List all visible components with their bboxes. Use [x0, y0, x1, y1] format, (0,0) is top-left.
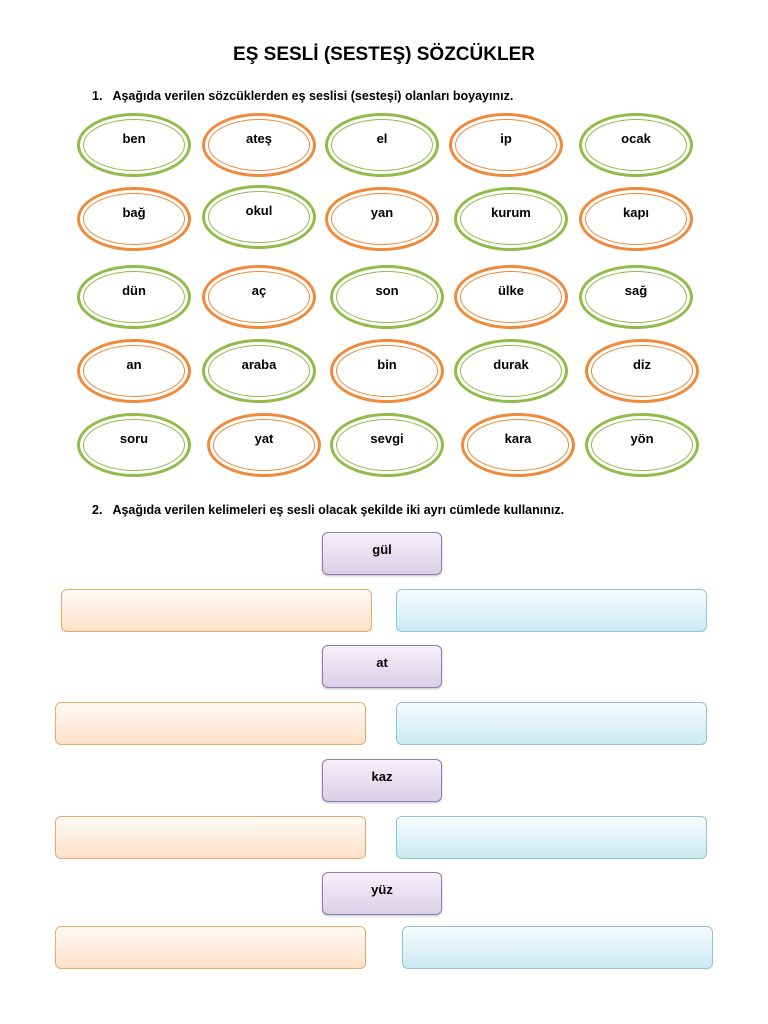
sentence-answer-box-2[interactable]	[396, 816, 707, 859]
question-1-number: 1.	[92, 89, 103, 103]
word-oval[interactable]	[449, 113, 563, 177]
word-oval[interactable]	[77, 413, 191, 477]
word-label: son	[375, 283, 399, 298]
word-oval[interactable]	[585, 413, 699, 477]
word-oval[interactable]	[461, 413, 575, 477]
word-label: diz	[632, 357, 652, 372]
sentence-word: yüz	[371, 882, 393, 897]
word-label: ülke	[497, 283, 524, 298]
word-label: ben	[122, 131, 146, 146]
sentence-word: at	[376, 655, 388, 670]
word-oval[interactable]	[77, 187, 191, 251]
word-label: an	[126, 357, 142, 372]
word-label: el	[376, 131, 388, 146]
word-label: yan	[370, 205, 394, 220]
word-label: kapı	[622, 205, 649, 220]
question-2-number: 2.	[92, 503, 103, 517]
sentence-answer-box-1[interactable]	[55, 926, 366, 969]
word-oval[interactable]	[454, 265, 568, 329]
sentence-answer-box-1[interactable]	[55, 816, 366, 859]
page-title: EŞ SESLİ (SESTEŞ) SÖZCÜKLER	[233, 44, 535, 65]
word-label: okul	[245, 203, 273, 218]
word-oval[interactable]	[202, 185, 316, 249]
word-oval[interactable]	[330, 339, 444, 403]
word-oval[interactable]	[330, 265, 444, 329]
word-oval[interactable]	[454, 339, 568, 403]
sentence-word-box	[322, 872, 442, 915]
sentence-answer-box-2[interactable]	[396, 702, 707, 745]
word-oval[interactable]	[77, 113, 191, 177]
word-label: yat	[254, 431, 274, 446]
sentence-word-box	[322, 645, 442, 688]
word-label: kurum	[491, 205, 531, 220]
word-label: araba	[241, 357, 277, 372]
word-label: kara	[504, 431, 532, 446]
word-oval[interactable]	[202, 339, 316, 403]
question-1	[92, 89, 513, 103]
word-oval[interactable]	[77, 339, 191, 403]
word-oval[interactable]	[202, 113, 316, 177]
word-oval[interactable]	[579, 113, 693, 177]
word-label: ocak	[621, 131, 651, 146]
question-1-text: Aşağıda verilen sözcüklerden eş seslisi (sesteşi) olanları boyayınız.	[112, 89, 514, 103]
sentence-word-box	[322, 759, 442, 802]
sentence-answer-box-1[interactable]	[61, 589, 372, 632]
word-label: bin	[377, 357, 397, 372]
word-oval[interactable]	[325, 113, 439, 177]
sentence-word-box	[322, 532, 442, 575]
word-label: yön	[630, 431, 654, 446]
sentence-answer-box-2[interactable]	[402, 926, 713, 969]
word-label: ip	[500, 131, 512, 146]
word-oval[interactable]	[585, 339, 699, 403]
word-oval[interactable]	[454, 187, 568, 251]
word-oval[interactable]	[207, 413, 321, 477]
word-label: sağ	[624, 283, 648, 298]
word-oval[interactable]	[77, 265, 191, 329]
sentence-answer-box-2[interactable]	[396, 589, 707, 632]
question-2	[92, 503, 564, 517]
word-label: ateş	[245, 131, 273, 146]
word-label: durak	[493, 357, 529, 372]
word-oval[interactable]	[202, 265, 316, 329]
word-oval[interactable]	[579, 187, 693, 251]
sentence-word: gül	[372, 542, 392, 557]
word-label: bağ	[122, 205, 146, 220]
sentence-word: kaz	[371, 769, 393, 784]
word-oval[interactable]	[579, 265, 693, 329]
question-2-text: Aşağıda verilen kelimeleri eş sesli olacak şekilde iki ayrı cümlede kullanınız.	[112, 503, 565, 517]
sentence-answer-box-1[interactable]	[55, 702, 366, 745]
word-oval[interactable]	[330, 413, 444, 477]
word-label: soru	[119, 431, 149, 446]
word-label: aç	[251, 283, 267, 298]
word-label: sevgi	[370, 431, 404, 446]
word-label: dün	[122, 283, 146, 298]
word-oval[interactable]	[325, 187, 439, 251]
